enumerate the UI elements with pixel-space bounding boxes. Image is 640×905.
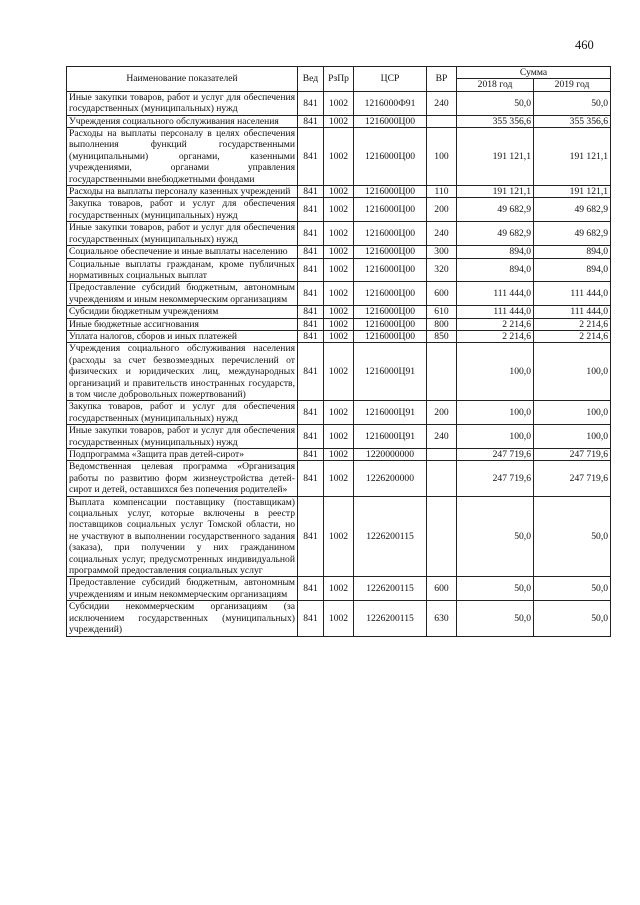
cell-ved: 841 (298, 306, 324, 318)
cell-2018: 50,0 (457, 91, 534, 115)
cell-2018: 49 682,9 (457, 222, 534, 246)
cell-2018: 894,0 (457, 246, 534, 258)
cell-name: Закупка товаров, работ и услуг для обеспечения государственных (муниципальных) нужд (67, 401, 298, 425)
cell-2019: 894,0 (534, 258, 611, 282)
cell-ved: 841 (298, 577, 324, 601)
cell-csr: 1216000Ц00 (354, 282, 427, 306)
cell-2018: 2 214,6 (457, 318, 534, 330)
cell-ved: 841 (298, 128, 324, 186)
cell-rzpr: 1002 (324, 401, 354, 425)
cell-vr: 320 (427, 258, 457, 282)
cell-ved: 841 (298, 115, 324, 127)
cell-ved: 841 (298, 198, 324, 222)
cell-2018: 247 719,6 (457, 449, 534, 461)
cell-csr: 1226200115 (354, 601, 427, 636)
cell-csr: 1216000Ц00 (354, 222, 427, 246)
cell-ved: 841 (298, 222, 324, 246)
cell-vr: 600 (427, 282, 457, 306)
table-row (67, 577, 611, 601)
cell-ved: 841 (298, 449, 324, 461)
cell-vr: 100 (427, 128, 457, 186)
header-vr: ВР (427, 67, 457, 92)
cell-vr: 200 (427, 198, 457, 222)
header-name: Наименование показателей (67, 67, 298, 92)
cell-2019: 111 444,0 (534, 306, 611, 318)
table-row (67, 343, 611, 401)
cell-csr: 1216000Ц00 (354, 318, 427, 330)
cell-rzpr: 1002 (324, 198, 354, 222)
cell-ved: 841 (298, 258, 324, 282)
cell-2019: 191 121,1 (534, 128, 611, 186)
table-row (67, 449, 611, 461)
cell-2019: 247 719,6 (534, 449, 611, 461)
cell-2019: 2 214,6 (534, 330, 611, 342)
cell-vr: 600 (427, 577, 457, 601)
header-rzpr: РзПр (324, 67, 354, 92)
cell-rzpr: 1002 (324, 282, 354, 306)
cell-name: Социальные выплаты гражданам, кроме публичных нормативных социальных выплат (67, 258, 298, 282)
cell-csr: 1216000Ц00 (354, 186, 427, 198)
cell-vr: 240 (427, 91, 457, 115)
cell-2019: 50,0 (534, 601, 611, 636)
table-row (67, 318, 611, 330)
cell-2019: 50,0 (534, 577, 611, 601)
cell-2018: 2 214,6 (457, 330, 534, 342)
cell-2018: 50,0 (457, 601, 534, 636)
cell-csr: 1216000Ц00 (354, 128, 427, 186)
table-row (67, 601, 611, 636)
table-row (67, 128, 611, 186)
budget-table (66, 66, 611, 637)
cell-name: Социальное обеспечение и иные выплаты населению (67, 246, 298, 258)
cell-ved: 841 (298, 343, 324, 401)
cell-ved: 841 (298, 282, 324, 306)
cell-name: Учреждения социального обслуживания населения (расходы за счет безвозмездных перечислений от физических и юридических лиц, международных организаций и правительств иностранных государств, в том числе добровольных пожертвований) (67, 343, 298, 401)
table-row (67, 282, 611, 306)
cell-name: Расходы на выплаты персоналу казенных учреждений (67, 186, 298, 198)
cell-vr (427, 496, 457, 577)
cell-2019: 247 719,6 (534, 461, 611, 496)
table-row (67, 461, 611, 496)
table-row (67, 258, 611, 282)
table-row (67, 222, 611, 246)
header-year-2019: 2019 год (534, 79, 611, 91)
cell-rzpr: 1002 (324, 306, 354, 318)
cell-2018: 894,0 (457, 258, 534, 282)
cell-csr: 1216000Ц91 (354, 343, 427, 401)
cell-2018: 50,0 (457, 577, 534, 601)
cell-2019: 50,0 (534, 496, 611, 577)
cell-csr: 1220000000 (354, 449, 427, 461)
cell-name: Субсидии некоммерческим организациям (за исключением государственных (муниципальных) учреждений) (67, 601, 298, 636)
cell-2018: 191 121,1 (457, 186, 534, 198)
cell-rzpr: 1002 (324, 449, 354, 461)
cell-csr: 1216000Ц00 (354, 306, 427, 318)
cell-ved: 841 (298, 91, 324, 115)
cell-name: Закупка товаров, работ и услуг для обеспечения государственных (муниципальных) нужд (67, 198, 298, 222)
cell-ved: 841 (298, 318, 324, 330)
cell-csr: 1226200000 (354, 461, 427, 496)
cell-vr: 240 (427, 425, 457, 449)
cell-csr: 1216000Ф91 (354, 91, 427, 115)
cell-csr: 1216000Ц00 (354, 258, 427, 282)
cell-rzpr: 1002 (324, 128, 354, 186)
cell-name: Расходы на выплаты персоналу в целях обеспечения выполнения функций государственными (муниципальными) органами, казенными учреждениями, органами управления государственными внебюджетными фондами (67, 128, 298, 186)
cell-csr: 1216000Ц91 (354, 401, 427, 425)
cell-rzpr: 1002 (324, 91, 354, 115)
cell-2018: 247 719,6 (457, 461, 534, 496)
table-body (67, 91, 611, 636)
cell-2019: 2 214,6 (534, 318, 611, 330)
cell-ved: 841 (298, 461, 324, 496)
table-row (67, 91, 611, 115)
cell-ved: 841 (298, 186, 324, 198)
cell-rzpr: 1002 (324, 577, 354, 601)
table-row (67, 186, 611, 198)
table-row (67, 198, 611, 222)
cell-rzpr: 1002 (324, 461, 354, 496)
header-year-2018: 2018 год (457, 79, 534, 91)
cell-csr: 1226200115 (354, 577, 427, 601)
cell-vr (427, 115, 457, 127)
table-row (67, 115, 611, 127)
cell-csr: 1226200115 (354, 496, 427, 577)
cell-rzpr: 1002 (324, 222, 354, 246)
cell-name: Иные бюджетные ассигнования (67, 318, 298, 330)
cell-vr (427, 461, 457, 496)
cell-name: Предоставление субсидий бюджетным, автономным учреждениям и иным некоммерческим организациям (67, 282, 298, 306)
cell-2018: 111 444,0 (457, 282, 534, 306)
cell-rzpr: 1002 (324, 601, 354, 636)
cell-csr: 1216000Ц00 (354, 115, 427, 127)
cell-vr: 240 (427, 222, 457, 246)
cell-2019: 49 682,9 (534, 198, 611, 222)
cell-vr: 610 (427, 306, 457, 318)
cell-csr: 1216000Ц00 (354, 198, 427, 222)
cell-rzpr: 1002 (324, 246, 354, 258)
cell-vr: 200 (427, 401, 457, 425)
cell-2018: 100,0 (457, 343, 534, 401)
cell-2019: 50,0 (534, 91, 611, 115)
cell-name: Уплата налогов, сборов и иных платежей (67, 330, 298, 342)
cell-2019: 100,0 (534, 401, 611, 425)
cell-2018: 50,0 (457, 496, 534, 577)
cell-2019: 100,0 (534, 343, 611, 401)
table-header (67, 67, 611, 92)
cell-2018: 100,0 (457, 401, 534, 425)
cell-name: Предоставление субсидий бюджетным, автономным учреждениям и иным некоммерческим организациям (67, 577, 298, 601)
cell-rzpr: 1002 (324, 258, 354, 282)
cell-ved: 841 (298, 601, 324, 636)
cell-ved: 841 (298, 246, 324, 258)
cell-ved: 841 (298, 401, 324, 425)
cell-ved: 841 (298, 425, 324, 449)
cell-2019: 355 356,6 (534, 115, 611, 127)
table-row (67, 401, 611, 425)
cell-2018: 355 356,6 (457, 115, 534, 127)
cell-ved: 841 (298, 496, 324, 577)
cell-2018: 111 444,0 (457, 306, 534, 318)
cell-vr: 850 (427, 330, 457, 342)
cell-vr: 630 (427, 601, 457, 636)
cell-rzpr: 1002 (324, 186, 354, 198)
cell-vr (427, 449, 457, 461)
cell-rzpr: 1002 (324, 496, 354, 577)
cell-2019: 100,0 (534, 425, 611, 449)
cell-name: Иные закупки товаров, работ и услуг для обеспечения государственных (муниципальных) нужд (67, 425, 298, 449)
cell-name: Учреждения социального обслуживания населения (67, 115, 298, 127)
cell-2018: 191 121,1 (457, 128, 534, 186)
cell-rzpr: 1002 (324, 318, 354, 330)
cell-csr: 1216000Ц00 (354, 330, 427, 342)
cell-2018: 49 682,9 (457, 198, 534, 222)
cell-ved: 841 (298, 330, 324, 342)
header-csr: ЦСР (354, 67, 427, 92)
cell-2019: 49 682,9 (534, 222, 611, 246)
table-row (67, 330, 611, 342)
cell-name: Иные закупки товаров, работ и услуг для обеспечения государственных (муниципальных) нужд (67, 222, 298, 246)
cell-vr: 110 (427, 186, 457, 198)
page-number: 460 (575, 38, 594, 52)
header-sum: Сумма (457, 67, 611, 79)
cell-vr: 300 (427, 246, 457, 258)
cell-name: Подпрограмма «Защита прав детей-сирот» (67, 449, 298, 461)
table-row (67, 425, 611, 449)
cell-rzpr: 1002 (324, 330, 354, 342)
header-ved: Вед (298, 67, 324, 92)
cell-2018: 100,0 (457, 425, 534, 449)
cell-2019: 894,0 (534, 246, 611, 258)
table-row (67, 246, 611, 258)
cell-rzpr: 1002 (324, 115, 354, 127)
cell-csr: 1216000Ц91 (354, 425, 427, 449)
table-row (67, 496, 611, 577)
cell-rzpr: 1002 (324, 343, 354, 401)
cell-vr: 800 (427, 318, 457, 330)
cell-2019: 191 121,1 (534, 186, 611, 198)
cell-name: Субсидии бюджетным учреждениям (67, 306, 298, 318)
cell-name: Выплата компенсации поставщику (поставщикам) социальных услуг, которые включены в реестр поставщиков социальных услуг Томской области, но не участвуют в выполнении государственного задания (заказа), при получении у них гражданином социальных услуг, предусмотренных индивидуальной программой предоставления социальных услуг (67, 496, 298, 577)
cell-rzpr: 1002 (324, 425, 354, 449)
cell-vr (427, 343, 457, 401)
cell-name: Ведомственная целевая программа «Организация работы по развитию форм жизнеустройства детей-сирот и детей, оставшихся без попечения родителей» (67, 461, 298, 496)
cell-2019: 111 444,0 (534, 282, 611, 306)
table-row (67, 306, 611, 318)
cell-csr: 1216000Ц00 (354, 246, 427, 258)
cell-name: Иные закупки товаров, работ и услуг для обеспечения государственных (муниципальных) нужд (67, 91, 298, 115)
